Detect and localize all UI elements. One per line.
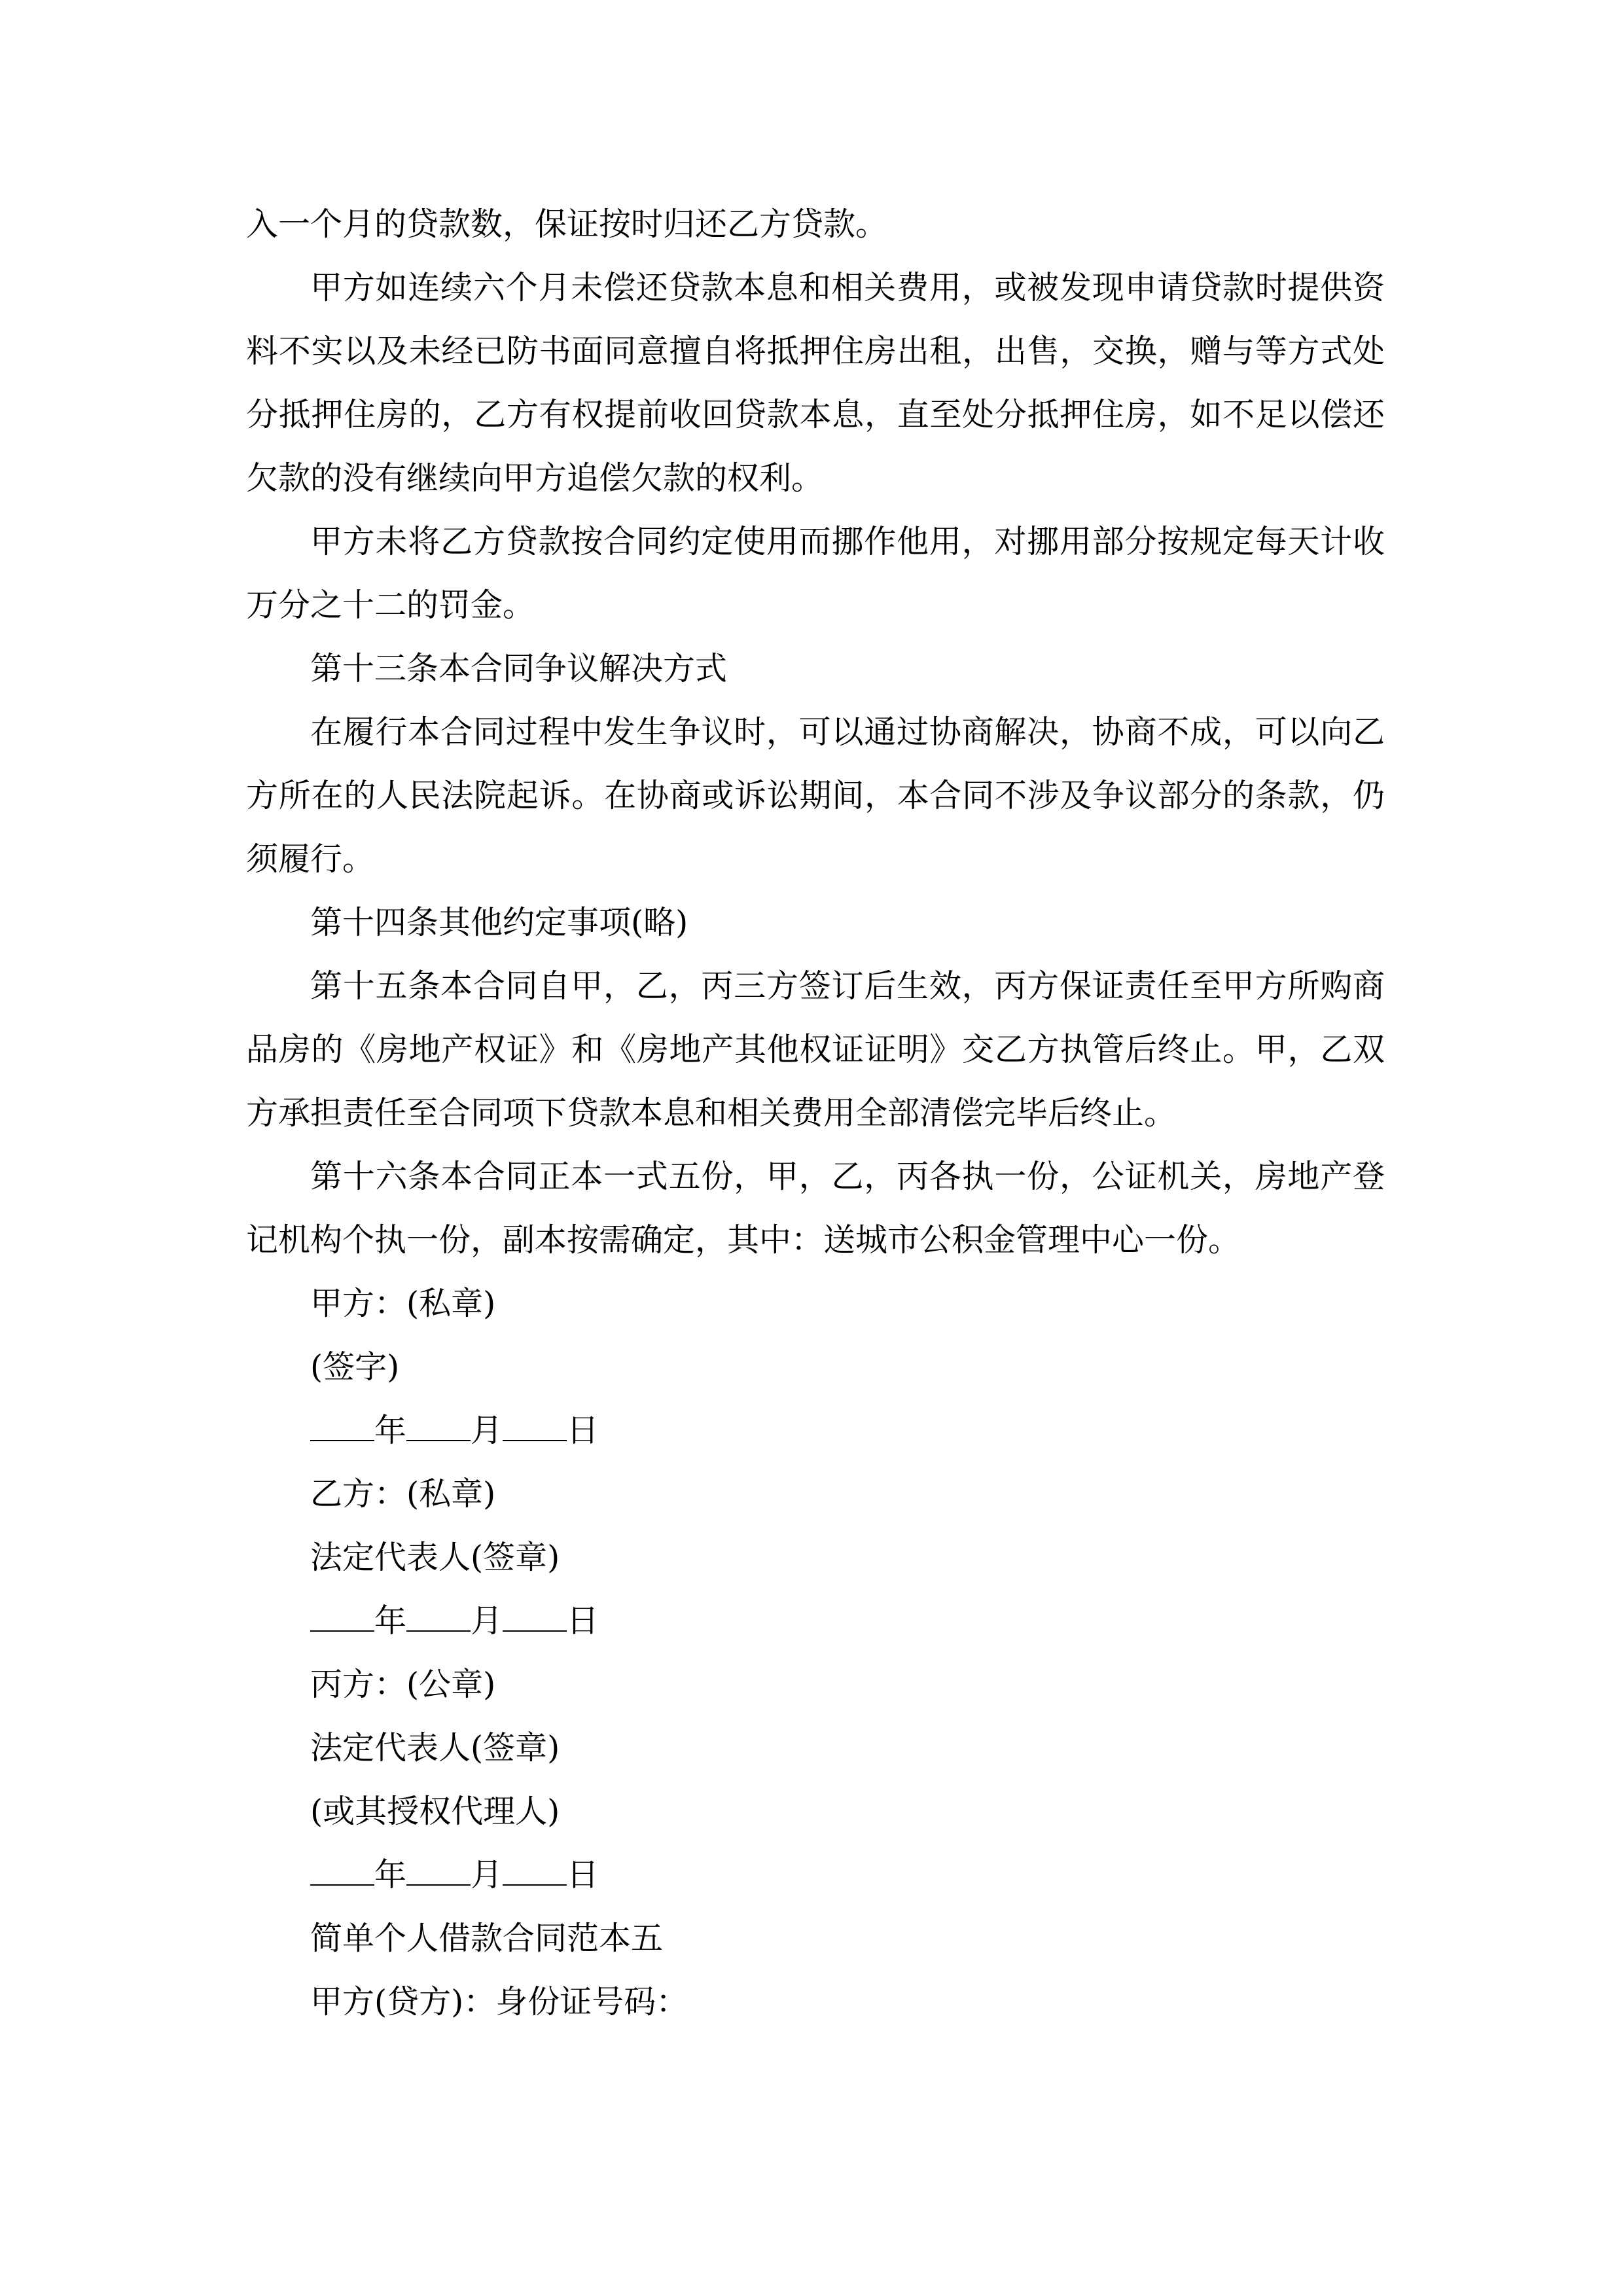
next-contract-title: 简单个人借款合同范本五 <box>310 1920 664 1957</box>
paragraph-misuse-penalty: 甲方未将乙方贷款按合同约定使用而挪作他用，对挪用部分按规定每天计收万分之十二的罚金。 <box>246 523 1385 624</box>
year-label: 年 <box>374 1412 407 1449</box>
party-c-label: 丙方：(公章) <box>310 1666 496 1703</box>
day-label: 日 <box>567 1412 599 1449</box>
party-c-date-line <box>246 1843 1385 1907</box>
article-16-paragraph: 第十六条本合同正本一式五份，甲，乙，丙各执一份，公证机关，房地产登记机构个执一份，副本按需确定，其中：送城市公积金管理中心一份。 <box>246 1158 1385 1259</box>
month-blank <box>406 1846 471 1886</box>
month-blank <box>406 1592 471 1632</box>
day-label: 日 <box>567 1856 599 1893</box>
paragraph-default-clause: 甲方如连续六个月未偿还贷款本息和相关费用，或被发现申请贷款时提供资料不实以及未经已防书面同意擅自将抵押住房出租，出售，交换，赠与等方式处分抵押住房的，乙方有权提前收回贷款本息，直至处分抵押住房，如不足以偿还欠款的没有继续向甲方追偿欠款的权利。 <box>246 269 1385 497</box>
month-label: 月 <box>471 1856 503 1893</box>
article-14-heading: 第十四条其他约定事项(略) <box>310 904 688 941</box>
day-blank <box>503 1402 567 1441</box>
month-label: 月 <box>471 1602 503 1640</box>
party-b-representative: 法定代表人(签章) <box>310 1539 560 1576</box>
party-c-representative: 法定代表人(签章) <box>310 1729 560 1767</box>
paragraph-loan-repayment: 入一个月的贷款数，保证按时归还乙方贷款。 <box>246 206 888 243</box>
article-15-paragraph: 第十五条本合同自甲，乙，丙三方签订后生效，丙方保证责任至甲方所购商品房的《房地产权证》和《房地产其他权证证明》交乙方执管后终止。甲，乙双方承担责任至合同项下贷款本息和相关费用全部清偿完毕后终止。 <box>246 967 1385 1132</box>
day-blank <box>503 1592 567 1632</box>
year-label: 年 <box>374 1602 407 1640</box>
party-b-date-line <box>246 1589 1385 1653</box>
party-a-sign: (签字) <box>310 1348 400 1386</box>
year-blank <box>310 1592 374 1632</box>
document-body <box>246 192 1385 2034</box>
year-blank <box>310 1846 374 1886</box>
lender-id-line: 甲方(贷方)：身份证号码： <box>310 1983 688 2020</box>
signature-block-party-b <box>246 1462 1385 1653</box>
year-blank <box>310 1402 374 1441</box>
day-blank <box>503 1846 567 1886</box>
signature-block-party-c <box>246 1653 1385 1907</box>
paragraph-dispute-resolution: 在履行本合同过程中发生争议时，可以通过协商解决，协商不成，可以向乙方所在的人民法院起诉。在协商或诉讼期间，本合同不涉及争议部分的条款，仍须履行。 <box>246 713 1385 878</box>
party-c-agent: (或其授权代理人) <box>310 1793 560 1830</box>
year-label: 年 <box>374 1856 407 1893</box>
article-13-heading: 第十三条本合同争议解决方式 <box>310 650 728 687</box>
party-a-label: 甲方：(私章) <box>310 1285 496 1322</box>
signature-block-party-a <box>246 1272 1385 1462</box>
party-b-label: 乙方：(私章) <box>310 1475 496 1513</box>
month-label: 月 <box>471 1412 503 1449</box>
month-blank <box>406 1402 471 1441</box>
day-label: 日 <box>567 1602 599 1640</box>
party-a-date-line <box>246 1399 1385 1462</box>
